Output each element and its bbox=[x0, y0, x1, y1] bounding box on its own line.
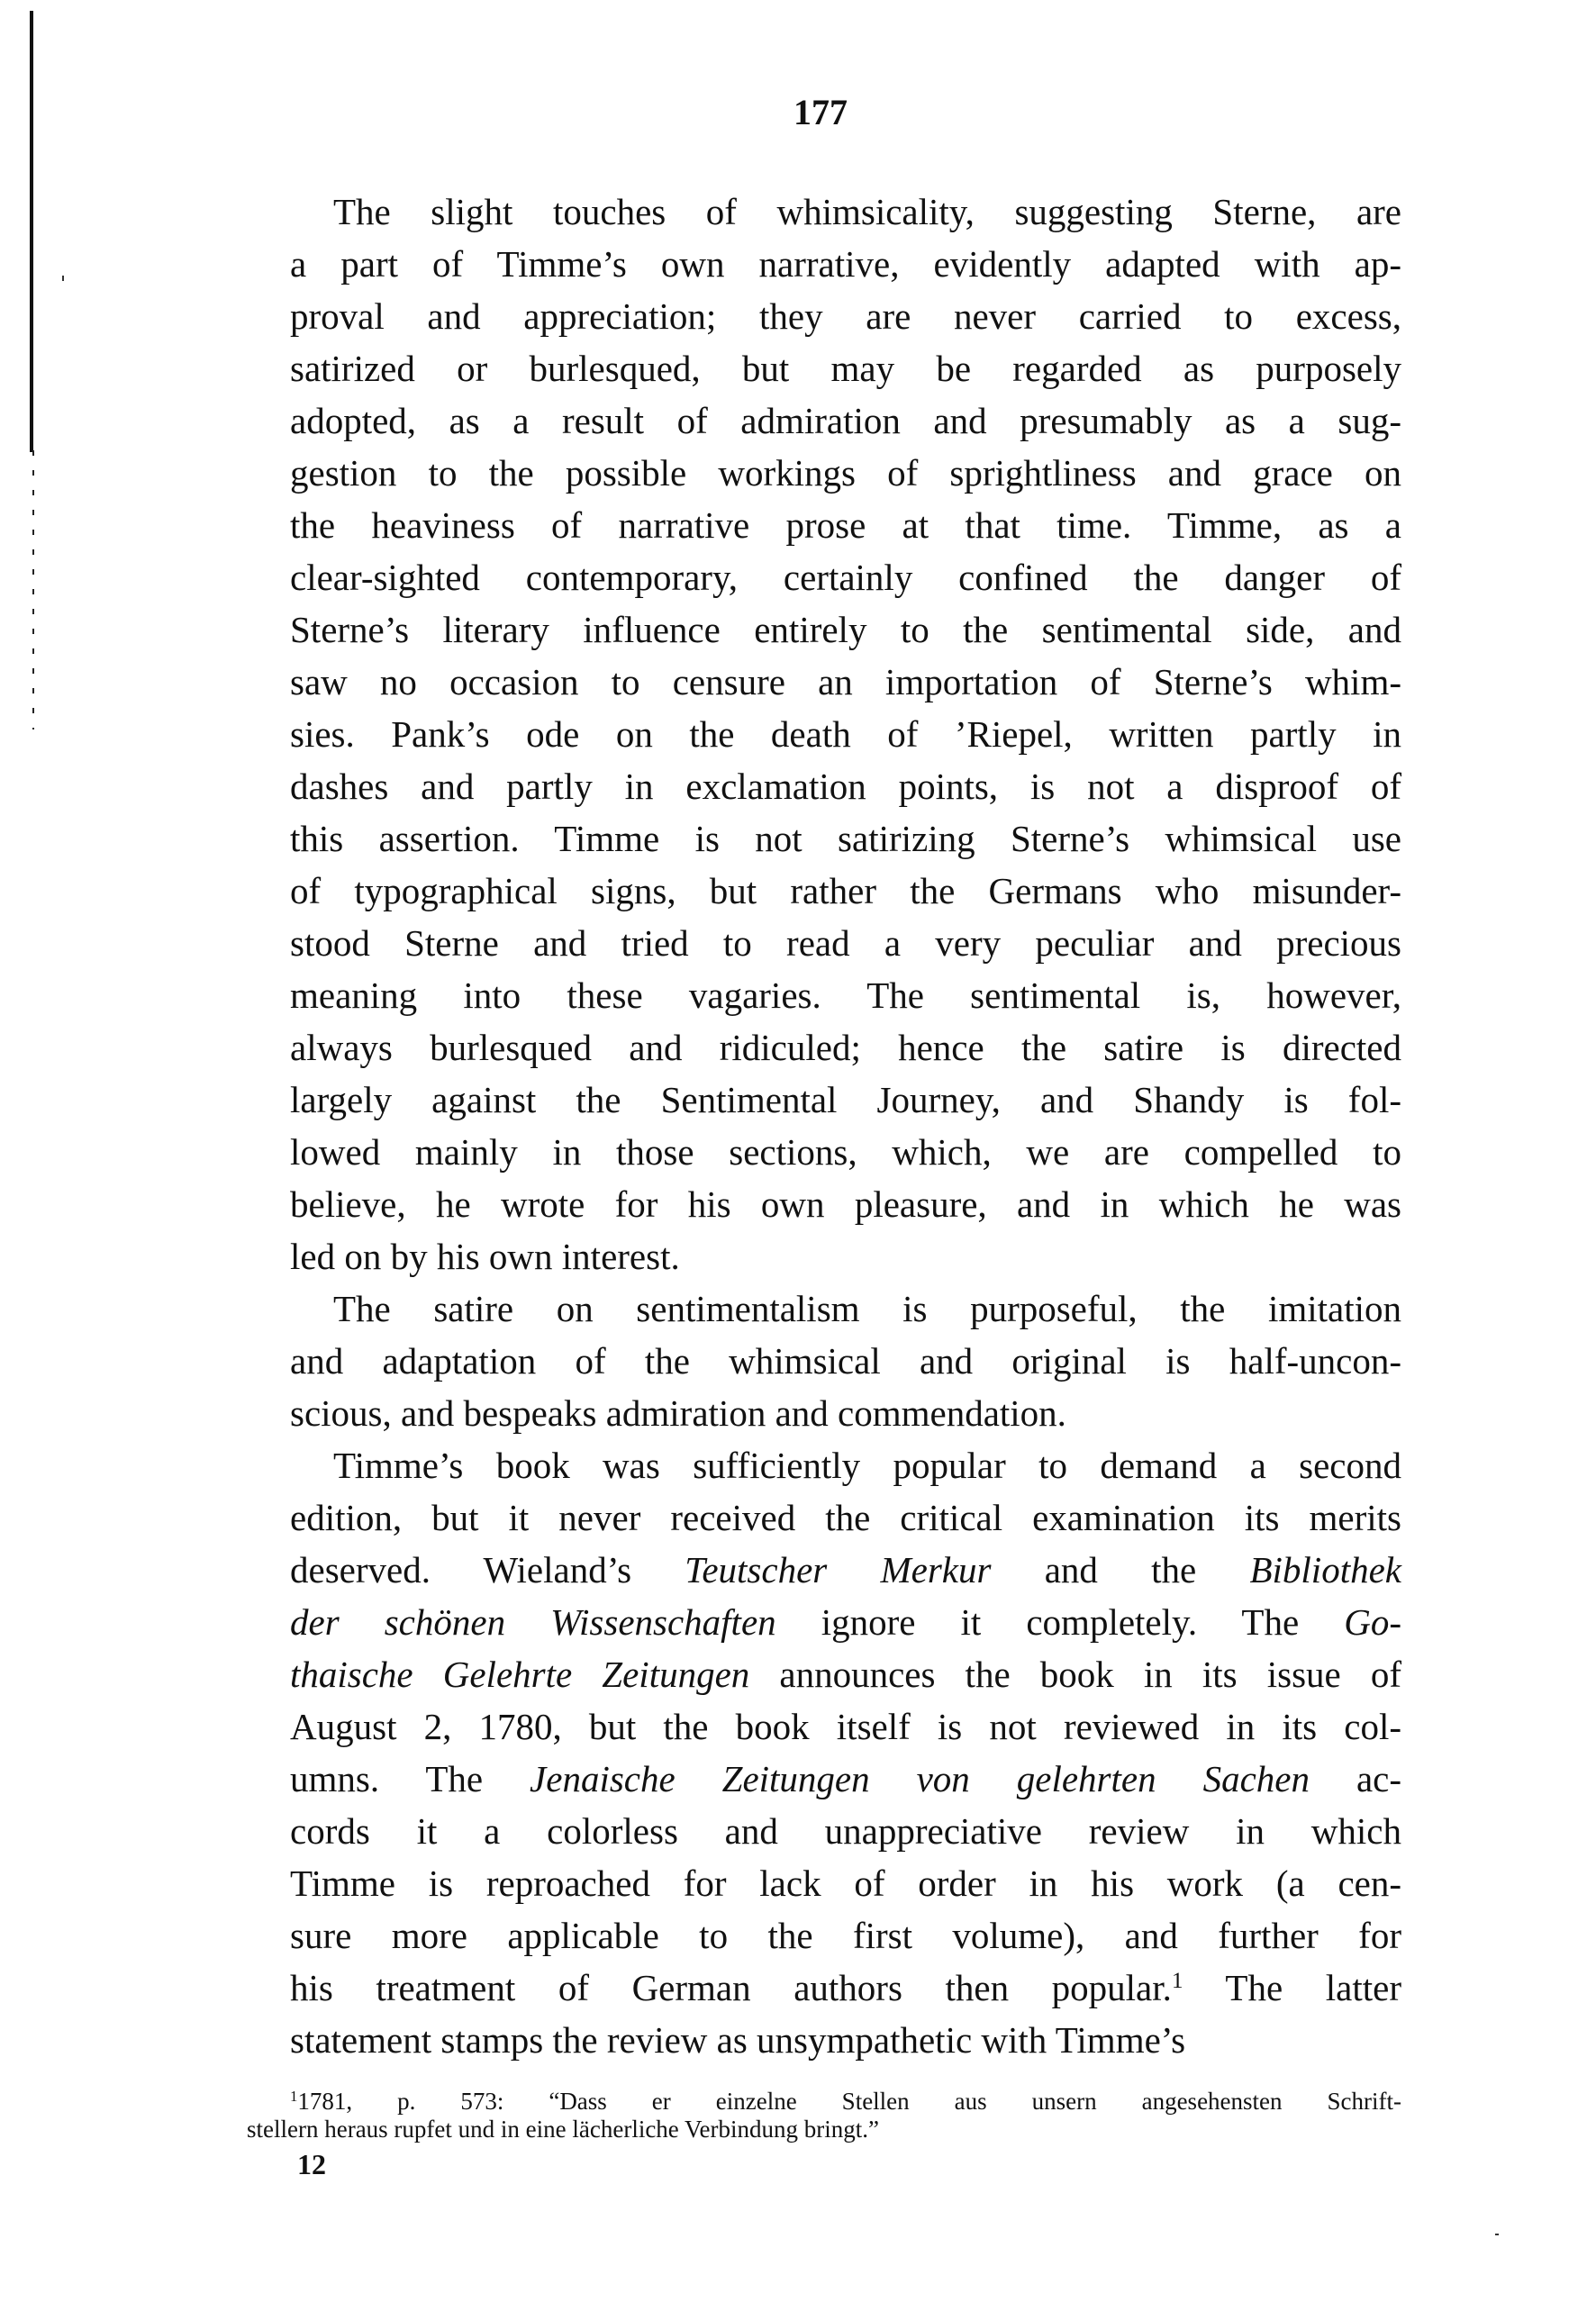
text-run: a part of Timme’s own narrative, evidently adapted with ap- bbox=[290, 243, 1401, 285]
text-line bbox=[247, 1178, 1401, 1230]
text-line bbox=[247, 969, 1401, 1021]
text-line bbox=[247, 551, 1401, 603]
text-run: Timme is reproached for lack of order in his work (a cen- bbox=[290, 1862, 1401, 1904]
text-line bbox=[247, 1491, 1401, 1544]
text-line bbox=[247, 290, 1401, 342]
text-line bbox=[247, 812, 1401, 865]
text-run: his treatment of German authors then popular. bbox=[290, 1967, 1172, 2008]
text-run: Timme’s book was sufficiently popular to demand a second bbox=[333, 1445, 1401, 1486]
text-run: proval and appreciation; they are never carried to excess, bbox=[290, 295, 1401, 337]
text-run: ignore it completely. The bbox=[775, 1601, 1345, 1643]
body-text bbox=[247, 186, 1401, 2066]
text-line bbox=[247, 342, 1401, 394]
text-line bbox=[247, 1700, 1401, 1753]
text-run: dashes and partly in exclamation points, is not a disproof of bbox=[290, 766, 1401, 807]
text-run: and the bbox=[991, 1549, 1250, 1591]
text-run: sies. Pank’s ode on the death of ’Riepel, written partly in bbox=[290, 713, 1401, 755]
page-edge-dotted-line bbox=[32, 450, 34, 730]
italic-title: Teutscher Merkur bbox=[685, 1549, 992, 1591]
text-line bbox=[247, 865, 1401, 917]
text-line bbox=[247, 1230, 1401, 1282]
text-line bbox=[247, 1962, 1401, 2014]
stray-mark bbox=[62, 276, 64, 281]
text-line bbox=[247, 603, 1401, 656]
text-line bbox=[247, 1021, 1401, 1074]
footnote-text-1: 1781, p. 573: “Dass er einzelne Stellen aus unsern angesehensten Schrift- bbox=[297, 2088, 1401, 2115]
text-run: The slight touches of whimsicality, suggesting Sterne, are bbox=[333, 191, 1401, 232]
text-run: the heaviness of narrative prose at that time. Timme, as a bbox=[290, 504, 1401, 546]
footnote-line-1 bbox=[247, 2088, 1401, 2116]
text-line bbox=[247, 447, 1401, 499]
footnotes bbox=[247, 2088, 1401, 2143]
italic-title: thaische Gelehrte Zeitungen bbox=[290, 1654, 750, 1695]
text-line bbox=[247, 1648, 1401, 1700]
footnote-marker: 1 bbox=[290, 2087, 298, 2105]
text-run: sure more applicable to the first volume), and further for bbox=[290, 1915, 1401, 1956]
text-run: edition, but it never received the critical examination its merits bbox=[290, 1497, 1401, 1538]
footnote-line-2: stellern heraus rupfet und in eine lächerliche Verbindung bringt.” bbox=[247, 2116, 880, 2143]
text-line bbox=[247, 499, 1401, 551]
text-run: meaning into these vagaries. The sentimental is, however, bbox=[290, 974, 1401, 1016]
text-run: and adaptation of the whimsical and original is half-uncon- bbox=[290, 1340, 1401, 1382]
footnote-ref: 1 bbox=[1171, 1968, 1183, 1994]
paragraph-2 bbox=[247, 1282, 1401, 1439]
text-line bbox=[247, 1857, 1401, 1909]
text-line bbox=[247, 1335, 1401, 1387]
italic-title: der schönen Wissenschaften bbox=[290, 1601, 776, 1643]
text-line bbox=[247, 1753, 1401, 1805]
text-run: scious, and bespeaks admiration and commendation. bbox=[290, 1392, 1066, 1434]
italic-title: Jenaische Zeitungen von gelehrten Sachen bbox=[530, 1758, 1310, 1799]
text-line bbox=[247, 760, 1401, 812]
text-run: lowed mainly in those sections, which, we are compelled to bbox=[290, 1131, 1401, 1173]
stray-mark bbox=[1495, 2234, 1499, 2235]
text-line bbox=[247, 186, 1401, 238]
text-line bbox=[247, 1126, 1401, 1178]
text-run: umns. The bbox=[290, 1758, 530, 1799]
text-run: cords it a colorless and unappreciative review in which bbox=[290, 1810, 1401, 1852]
text-run: statement stamps the review as unsympathetic with Timme’s bbox=[290, 2019, 1186, 2061]
text-line bbox=[247, 1282, 1401, 1335]
text-line bbox=[247, 394, 1401, 447]
paragraph-3 bbox=[247, 1439, 1401, 2066]
page-number: 177 bbox=[793, 92, 848, 132]
text-run: deserved. Wieland’s bbox=[290, 1549, 685, 1591]
text-run: believe, he wrote for his own pleasure, and in which he was bbox=[290, 1183, 1401, 1225]
text-line bbox=[247, 1439, 1401, 1491]
text-run: Sterne’s literary influence entirely to the sentimental side, and bbox=[290, 609, 1401, 650]
text-line bbox=[247, 1387, 1401, 1439]
text-run: ac- bbox=[1309, 1758, 1401, 1799]
signature-mark: 12 bbox=[297, 2148, 326, 2180]
text-line bbox=[247, 708, 1401, 760]
text-run: of typographical signs, but rather the Germans who misunder- bbox=[290, 870, 1401, 911]
text-line bbox=[247, 2014, 1401, 2066]
text-line bbox=[247, 238, 1401, 290]
italic-title: Bibliothek bbox=[1249, 1549, 1401, 1591]
text-run: clear-sighted contemporary, certainly confined the danger of bbox=[290, 557, 1401, 598]
text-run: gestion to the possible workings of sprightliness and grace on bbox=[290, 452, 1401, 494]
text-run: announces the book in its issue of bbox=[749, 1654, 1401, 1695]
text-run: satirized or burlesqued, but may be regarded as purposely bbox=[290, 348, 1401, 389]
paragraph-1 bbox=[247, 186, 1401, 1282]
text-line bbox=[247, 1805, 1401, 1857]
text-run: led on by his own interest. bbox=[290, 1236, 680, 1277]
text-run: largely against the Sentimental Journey, and Shandy is fol- bbox=[290, 1079, 1401, 1120]
text-run: adopted, as a result of admiration and presumably as a sug- bbox=[290, 400, 1401, 441]
text-line bbox=[247, 656, 1401, 708]
text-run: this assertion. Timme is not satirizing Sterne’s whimsical use bbox=[290, 818, 1401, 859]
text-line bbox=[247, 917, 1401, 969]
text-run: August 2, 1780, but the book itself is not reviewed in its col- bbox=[290, 1706, 1401, 1747]
text-line bbox=[247, 1909, 1401, 1962]
text-run: always burlesqued and ridiculed; hence the satire is directed bbox=[290, 1027, 1401, 1068]
text-run: saw no occasion to censure an importation of Sterne’s whim- bbox=[290, 661, 1401, 702]
text-line bbox=[247, 1596, 1401, 1648]
text-run: stood Sterne and tried to read a very peculiar and precious bbox=[290, 922, 1401, 964]
page-edge-line bbox=[30, 11, 33, 452]
italic-title: Go- bbox=[1344, 1601, 1401, 1643]
text-line bbox=[247, 1074, 1401, 1126]
text-run: The latter bbox=[1183, 1967, 1401, 2008]
text-run: The satire on sentimentalism is purposeful, the imitation bbox=[333, 1288, 1401, 1329]
text-line bbox=[247, 1544, 1401, 1596]
